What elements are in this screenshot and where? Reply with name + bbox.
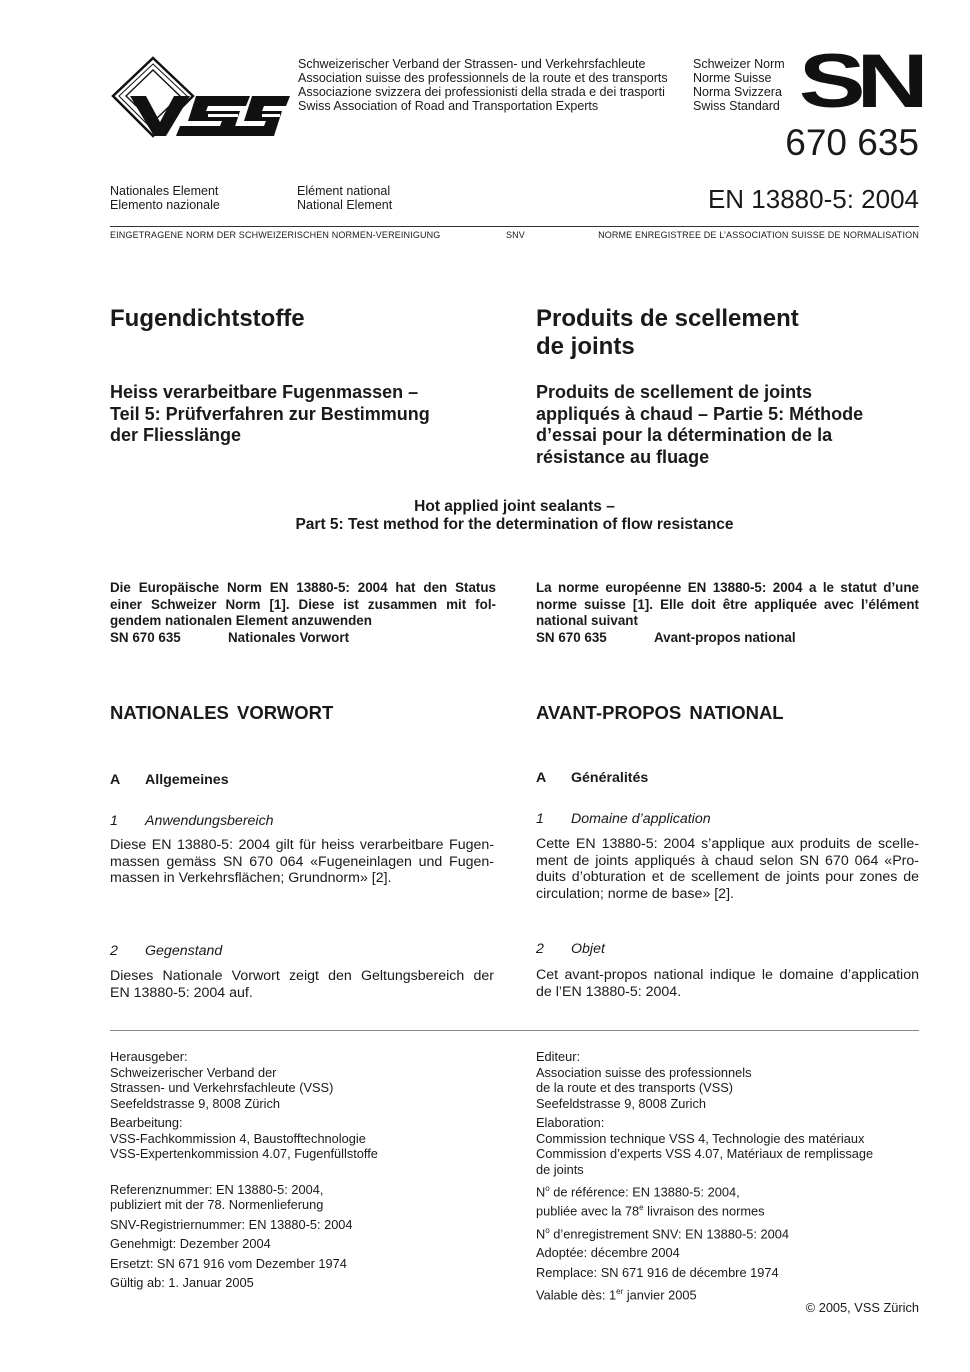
imprint-line: Schweizerischer Verband der (110, 1064, 277, 1080)
paragraph-line: Dieses Nationale Vorwort zeigt den Geltungsbereich der (110, 968, 494, 984)
element-label: National Element (297, 198, 393, 212)
paragraph-2-fr (536, 967, 919, 1000)
text-part: de référence: EN 13880-5: 2004, (549, 1184, 740, 1200)
org-name-block (298, 57, 668, 113)
element-col1 (110, 184, 220, 212)
subsection-number: 2 (536, 941, 544, 957)
title-en (110, 498, 919, 534)
subtitle-line: résistance au fluage (536, 446, 710, 467)
section-a-fr (536, 770, 648, 786)
text-part: janvier 2005 (623, 1287, 697, 1303)
subsection-1-fr (536, 811, 711, 828)
superscript: e (639, 1202, 644, 1212)
header-rule (110, 226, 919, 227)
element-col2 (297, 184, 392, 212)
imprint-rule (110, 1030, 919, 1031)
imprint-fr (536, 1049, 873, 1303)
imprint-line: Editeur: (536, 1049, 581, 1064)
title-line: de joints (536, 333, 635, 360)
org-line: Swiss Association of Road and Transportation Experts (298, 99, 599, 113)
subsection-2-fr (536, 941, 605, 958)
sn-logo: SN (799, 39, 920, 124)
status-line: einer Schweizer Norm [1]. Diese ist zusammen mit fol- (110, 596, 496, 612)
reference-number: SN 670 635 (110, 629, 181, 645)
element-label: Nationales Element (110, 184, 219, 198)
norm-type-block (693, 57, 785, 113)
imprint-line: VSS-Expertenkommission 4.07, Fugenfüllstoffe (110, 1146, 378, 1161)
status-line: norme suisse [1]. Elle doit être appliquée avec l’élément (536, 596, 919, 612)
subtitle-line: d’essai pour la détermination de la (536, 425, 833, 445)
vss-logo (110, 56, 290, 140)
subtitle-line: der Fliesslänge (110, 425, 242, 445)
section-title: Généralités (571, 770, 649, 786)
imprint-line: Elaboration: (536, 1115, 605, 1130)
registration-band-left: EINGETRAGENE NORM DER SCHWEIZERISCHEN NORMEN-VEREINIGUNG (110, 230, 441, 240)
status-line: national suivant (536, 613, 638, 628)
paragraph-2-de (110, 968, 494, 1001)
subsection-number: 1 (110, 813, 118, 829)
paragraph-line: de l’EN 13880-5: 2004. (536, 983, 682, 1000)
imprint-line: Bearbeitung: (110, 1115, 183, 1130)
imprint-line (536, 1181, 873, 1200)
imprint-de (110, 1049, 378, 1291)
imprint-line: Commission technique VSS 4, Technologie des matériaux (536, 1130, 865, 1146)
foreword-heading-fr: AVANT-PROPOS NATIONAL (536, 702, 784, 723)
paragraph-line: EN 13880-5: 2004 auf. (110, 984, 253, 1001)
imprint-line: Seefeldstrasse 9, 8008 Zurich (536, 1095, 707, 1111)
imprint-line: Referenznummer: EN 13880-5: 2004, (110, 1181, 324, 1197)
norm-line: Schweizer Norm (693, 57, 785, 71)
imprint-line: Association suisse des professionnels (536, 1064, 752, 1080)
subsection-number: 2 (110, 943, 118, 959)
imprint-line: VSS-Fachkommission 4, Baustofftechnologie (110, 1130, 366, 1146)
subsection-title: Anwendungsbereich (145, 813, 274, 829)
org-line: Associazione svizzera dei professionisti della strada e dei trasporti (298, 85, 665, 99)
section-letter: A (536, 770, 547, 786)
imprint-line: Ersetzt: SN 671 916 vom Dezember 1974 (110, 1255, 347, 1271)
status-fr (536, 580, 919, 646)
status-line: La norme européenne EN 13880-5: 2004 a le statut d’une (536, 580, 919, 595)
superscript: er (616, 1287, 624, 1297)
paragraph-line: ment de joints appliqués à chaud selon SN 670 064 «Pro- (536, 852, 919, 869)
subsection-2-de (110, 943, 222, 960)
imprint-line (536, 1223, 873, 1242)
standard-number: 670 635 (785, 122, 919, 163)
section-title: Allgemeines (145, 772, 229, 788)
text-part: livraison des normes (643, 1203, 765, 1219)
paragraph-1-de (110, 837, 494, 887)
reference-number: SN 670 635 (536, 629, 607, 645)
org-line: Schweizerischer Verband der Strassen- und Verkehrsfachleute (298, 57, 646, 71)
title-en-line: Hot applied joint sealants – (414, 498, 615, 515)
paragraph-line: circulation; norme de base» [2]. (536, 885, 734, 902)
paragraph-line: massen gemäss SN 670 064 «Fugeneinlagen und Fugen- (110, 853, 494, 870)
org-line: Association suisse des professionnels de la route et des transports (298, 71, 668, 85)
text-part: N (536, 1225, 546, 1241)
text-part: d’enregistrement SNV: EN 13880-5: 2004 (549, 1225, 789, 1241)
paragraph-1-fr (536, 836, 919, 902)
subsection-title: Gegenstand (145, 943, 223, 959)
status-line: Die Europäische Norm EN 13880-5: 2004 hat den Status (110, 580, 496, 595)
subsection-title: Objet (571, 941, 605, 957)
imprint-line: de joints (536, 1161, 584, 1177)
imprint-line: Commission d’experts VSS 4.07, Matériaux de remplissage (536, 1146, 874, 1161)
paragraph-line: duits d’obturation et de scellement de joints pour zones de (536, 869, 919, 885)
title-fr (536, 305, 799, 361)
imprint-line: Seefeldstrasse 9, 8008 Zürich (110, 1095, 281, 1111)
text-part: Valable dès: 1 (536, 1287, 617, 1303)
title-de: Fugendichtstoffe (110, 305, 305, 332)
paragraph-line: Cet avant-propos national indique le domaine d’application (536, 967, 919, 983)
element-label: Elément national (297, 184, 391, 198)
superscript: o (545, 1225, 550, 1235)
norm-line: Norme Suisse (693, 71, 772, 85)
norm-line: Swiss Standard (693, 99, 780, 113)
registration-band-mid: SNV (506, 230, 525, 240)
text-part: publiée avec la 78 (536, 1203, 640, 1219)
paragraph-line: massen in Verkehrsflächen; Grundnorm» [2]. (110, 870, 392, 886)
section-letter: A (110, 772, 121, 788)
element-label: Elemento nazionale (110, 198, 220, 212)
text-part: N (536, 1184, 546, 1200)
title-en-line: Part 5: Test method for the determination of flow resistance (295, 516, 734, 533)
norm-line: Norma Svizzera (693, 85, 782, 99)
subsection-number: 1 (536, 811, 544, 827)
status-line: gendem nationalen Element anzuwenden (110, 613, 372, 628)
paragraph-line: Cette EN 13880-5: 2004 s’applique aux produits de scelle- (536, 836, 919, 852)
subsection-1-de (110, 813, 274, 830)
imprint-line: Strassen- und Verkehrsfachleute (VSS) (110, 1080, 334, 1095)
imprint-line: Gültig ab: 1. Januar 2005 (110, 1275, 254, 1290)
title-line: Produits de scellement (536, 305, 799, 332)
reference-label: Nationales Vorwort (228, 629, 350, 645)
subtitle-line: appliqués à chaud – Partie 5: Méthode (536, 403, 864, 424)
copyright: © 2005, VSS Zürich (805, 1300, 919, 1315)
subsection-title: Domaine d’application (571, 811, 711, 827)
imprint-line: Herausgeber: (110, 1049, 188, 1064)
reference-label: Avant-propos national (654, 629, 796, 645)
imprint-line: publiziert mit der 78. Normenlieferung (110, 1197, 324, 1212)
foreword-heading-de: NATIONALES VORWORT (110, 702, 334, 723)
paragraph-line: Diese EN 13880-5: 2004 gilt für heiss verarbeitbare Fugen- (110, 837, 494, 853)
imprint-line: Genehmigt: Dezember 2004 (110, 1236, 271, 1251)
subtitle-de (110, 382, 430, 447)
en-number: EN 13880-5: 2004 (707, 184, 919, 214)
status-de (110, 580, 496, 646)
registration-band-right: NORME ENREGISTREE DE L’ASSOCIATION SUISSE DE NORMALISATION (598, 230, 919, 240)
subtitle-line: Produits de scellement de joints (536, 382, 813, 402)
subtitle-line: Heiss verarbeitbare Fugenmassen – (110, 382, 419, 402)
imprint-line: Adoptée: décembre 2004 (536, 1245, 680, 1261)
imprint-line: SNV-Registriernummer: EN 13880-5: 2004 (110, 1216, 353, 1232)
imprint-line: Remplace: SN 671 916 de décembre 1974 (536, 1264, 779, 1280)
subtitle-line: Teil 5: Prüfverfahren zur Bestimmung (110, 403, 430, 424)
imprint-line: de la route et des transports (VSS) (536, 1080, 734, 1095)
superscript: o (545, 1184, 550, 1193)
section-a-de (110, 772, 229, 788)
subtitle-fr (536, 382, 863, 468)
imprint-line (536, 1200, 873, 1219)
